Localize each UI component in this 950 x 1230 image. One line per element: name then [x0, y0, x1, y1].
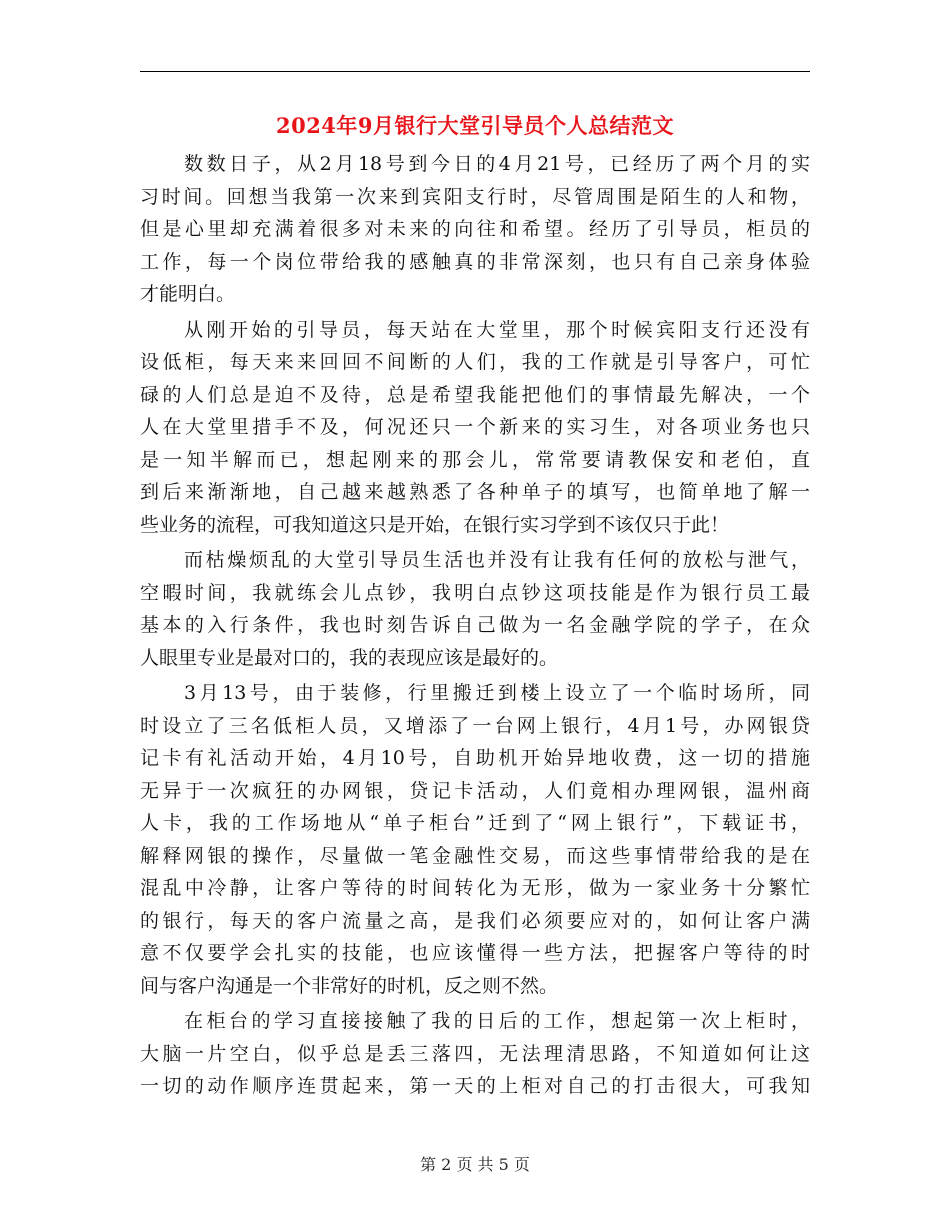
document-title: 2024年9月银行大堂引导员个人总结范文	[275, 113, 675, 138]
text-line: 空暇时间，我就练会儿点钞，我明白点钞这项技能是作为银行员工最	[140, 581, 810, 604]
text-line: 而枯燥烦乱的大堂引导员生活也并没有让我有任何的放松与泄气，	[184, 549, 810, 571]
page-number: 第 2 页 共 5 页	[420, 1155, 530, 1174]
text-line: 但是心里却充满着很多对未来的向往和希望。经历了引导员，柜员的	[140, 218, 810, 240]
text-line: 人卡，我的工作场地从“单子柜台”迁到了“网上银行”，下载证书，	[140, 812, 810, 834]
text-line: 大脑一片空白，似乎总是丢三落四，无法理清思路，不知道如何让这	[140, 1042, 810, 1065]
text-line: 碌的人们总是迫不及待，总是希望我能把他们的事情最先解决，一个	[140, 383, 810, 406]
text-line: 间与客户沟通是一个非常好的时机，反之则不然。	[140, 974, 559, 997]
document-body	[140, 148, 810, 1106]
text-line: 人眼里专业是最对口的，我的表现应该是最好的。	[140, 646, 559, 669]
text-line: 数数日子，从2月18号到今日的4月21号，已经历了两个月的实	[184, 153, 810, 175]
text-line: 记卡有礼活动开始，4月10号，自助机开始异地收费，这一切的措施	[140, 747, 810, 769]
text-line: 解释网银的操作，尽量做一笔金融性交易，而这些事情带给我的是在	[140, 844, 810, 867]
text-line: 在柜台的学习直接接触了我的日后的工作，想起第一次上柜时，	[184, 1010, 810, 1032]
text-line: 些业务的流程，可我知道这只是开始，在银行实习学到不该仅只于此！	[140, 513, 730, 536]
text-line: 一切的动作顺序连贯起来，第一天的上柜对自己的打击很大，可我知	[140, 1075, 810, 1097]
text-line: 基本的入行条件，我也时刻告诉自己做为一名金融学院的学子，在众	[140, 614, 810, 636]
text-line: 无异于一次疯狂的办网银，贷记卡活动，人们竟相办理网银，温州商	[140, 779, 810, 802]
text-line: 到后来渐渐地，自己越来越熟悉了各种单子的填写，也简单地了解一	[140, 481, 810, 503]
paragraph	[140, 1005, 810, 1103]
header-rule	[140, 71, 810, 72]
text-line: 人在大堂里措手不及，何况还只一个新来的实习生，对各项业务也只	[140, 416, 810, 438]
paragraph	[140, 677, 810, 1002]
paragraph	[140, 148, 810, 311]
text-line: 是一知半解而已，想起刚来的那会儿，常常要请教保安和老伯，直	[140, 448, 810, 471]
text-line: 的银行，每天的客户流量之高，是我们必须要应对的，如何让客户满	[140, 909, 810, 932]
text-line: 设低柜，每天来来回回不间断的人们，我的工作就是引导客户，可忙	[140, 351, 810, 373]
text-line: 混乱中冷静，让客户等待的时间转化为无形，做为一家业务十分繁忙	[140, 877, 810, 899]
text-line: 意不仅要学会扎实的技能，也应该懂得一些方法，把握客户等待的时	[140, 942, 810, 964]
text-line: 工作，每一个岗位带给我的感触真的非常深刻，也只有自己亲身体验	[140, 250, 810, 273]
text-line: 3月13号，由于装修，行里搬迁到楼上设立了一个临时场所，同	[184, 682, 810, 704]
text-line: 习时间。回想当我第一次来到宾阳支行时，尽管周围是陌生的人和物，	[140, 185, 810, 208]
text-line: 从刚开始的引导员，每天站在大堂里，那个时候宾阳支行还没有	[184, 318, 810, 341]
paragraph	[140, 314, 810, 542]
text-line: 时设立了三名低柜人员，又增添了一台网上银行，4月1号，办网银贷	[140, 714, 810, 737]
paragraph	[140, 544, 810, 674]
text-line: 才能明白。	[140, 283, 236, 305]
